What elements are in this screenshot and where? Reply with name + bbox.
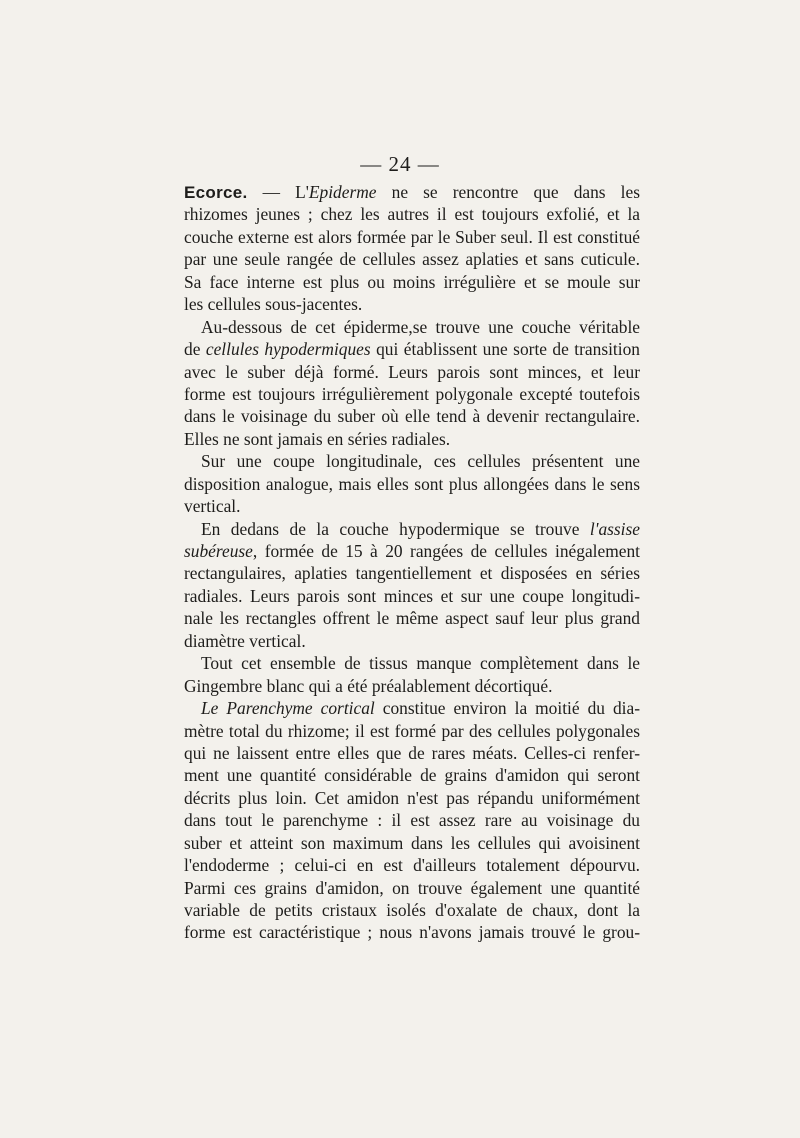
text-segment: ment une quantité considérable de grains d'amidon qui seront <box>184 765 640 786</box>
text-line <box>184 720 640 742</box>
text-line <box>184 226 640 248</box>
text-line <box>184 697 640 719</box>
text-line <box>184 921 640 943</box>
text-segment: ne se rencontre que dans les <box>376 182 640 202</box>
text-segment: par une seule rangée de cellules assez aplaties et sans cuticule. <box>184 249 640 270</box>
text-line <box>184 540 640 562</box>
text-segment: — L' <box>247 182 309 202</box>
text-segment: Gingembre blanc qui a été préalablement décortiqué. <box>184 675 553 696</box>
text-line <box>184 316 640 338</box>
text-segment: Tout cet ensemble de tissus manque complètement dans le <box>201 653 640 674</box>
text-segment: Parmi ces grains d'amidon, on trouve également une quantité <box>184 877 640 898</box>
text-line <box>184 338 640 360</box>
text-line <box>184 630 640 652</box>
text-segment: forme est caractéristique ; nous n'avons jamais trouvé le grou- <box>184 922 640 943</box>
text-line <box>184 293 640 315</box>
italic-term: Le Parenchyme cortical <box>201 698 375 719</box>
text-line <box>184 518 640 540</box>
text-line <box>184 652 640 674</box>
text-line <box>184 473 640 495</box>
text-line <box>184 585 640 607</box>
text-line <box>184 248 640 270</box>
text-line <box>184 899 640 921</box>
text-line <box>184 764 640 786</box>
italic-term: l'assise <box>589 518 640 539</box>
text-segment: rhizomes jeunes ; chez les autres il est toujours exfolié, et la <box>184 204 640 225</box>
text-segment: les cellules sous-jacentes. <box>184 294 363 315</box>
text-segment: diamètre vertical. <box>184 630 306 651</box>
text-line <box>184 742 640 764</box>
text-line <box>184 271 640 293</box>
text-line <box>184 450 640 472</box>
text-segment: décrits plus loin. Cet amidon n'est pas répandu uniformément <box>184 787 640 808</box>
text-segment: dans le voisinage du suber où elle tend à devenir rectangulaire. <box>184 406 640 427</box>
text-segment: qui ne laissent entre elles que de rares méats. Celles-ci renfer- <box>184 742 640 763</box>
text-segment: couche externe est alors formée par le Suber seul. Il est constitué <box>184 226 640 247</box>
text-segment: suber et atteint son maximum dans les cellules qui avoisinent <box>184 832 640 853</box>
text-line <box>184 854 640 876</box>
text-line <box>184 383 640 405</box>
text-segment: vertical. <box>184 496 241 517</box>
text-segment: rectangulaires, aplaties tangentiellement et disposées en séries <box>184 563 640 584</box>
text-line <box>184 787 640 809</box>
text-segment: qui établissent une sorte de transition <box>370 339 640 360</box>
text-segment: nale les rectangles offrent le même aspect sauf leur plus grand <box>184 608 640 629</box>
page-number: — 24 — <box>360 152 440 176</box>
text-line <box>184 877 640 899</box>
text-line <box>184 809 640 831</box>
text-segment: dans tout le parenchyme : il est assez rare au voisinage du <box>184 810 640 831</box>
italic-term: cellules hypodermiques <box>205 339 371 360</box>
text-segment: de <box>184 339 206 360</box>
text-segment: l'endoderme ; celui-ci en est d'ailleurs totalement dépourvu. <box>184 855 640 876</box>
text-segment: , formée de 15 à 20 rangées de cellules inégalement <box>252 541 640 561</box>
text-segment: En dedans de la couche hypodermique se trouve <box>201 518 590 539</box>
text-line <box>184 495 640 517</box>
text-segment: radiales. Leurs parois sont minces et sur une coupe longitudi- <box>184 585 640 606</box>
text-segment: disposition analogue, mais elles sont plus allongées dans le sens <box>184 473 640 494</box>
italic-term: Epiderme <box>308 182 377 202</box>
text-segment: mètre total du rhizome; il est formé par des cellules polygonales <box>184 720 640 741</box>
text-segment: forme est toujours irrégulièrement polygonale excepté toutefois <box>184 383 640 404</box>
body-text <box>184 181 640 944</box>
text-line <box>184 181 640 203</box>
text-segment: Sur une coupe longitudinale, ces cellules présentent une <box>201 451 640 472</box>
text-line <box>184 203 640 225</box>
text-segment: Elles ne sont jamais en séries radiales. <box>184 428 451 449</box>
text-segment: constitue environ la moitié du dia- <box>374 698 640 719</box>
text-segment: variable de petits cristaux isolés d'oxalate de chaux, dont la <box>184 900 640 920</box>
text-segment: avec le suber déjà formé. Leurs parois sont minces, et leur <box>184 361 640 382</box>
section-heading: Ecorce. <box>184 183 248 202</box>
italic-term: subéreuse <box>184 541 253 561</box>
text-line <box>184 428 640 450</box>
text-segment: Au-dessous de cet épiderme,se trouve une couche véritable <box>201 316 640 337</box>
text-line <box>184 405 640 427</box>
text-line <box>184 832 640 854</box>
text-line <box>184 675 640 697</box>
text-line <box>184 361 640 383</box>
text-line <box>184 607 640 629</box>
text-segment: Sa face interne est plus ou moins irrégulière et se moule sur <box>184 271 640 292</box>
text-line <box>184 562 640 584</box>
